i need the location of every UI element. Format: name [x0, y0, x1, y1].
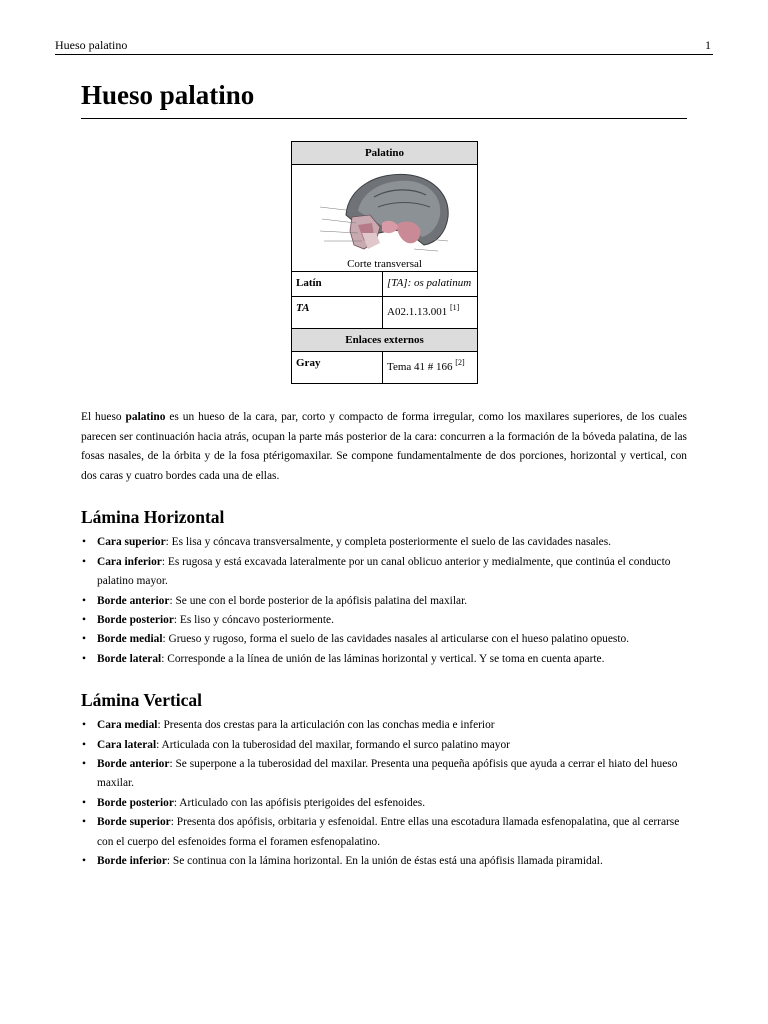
infobox — [291, 141, 478, 384]
running-header — [55, 38, 713, 55]
infobox-row-value — [383, 272, 478, 297]
running-header-title: Hueso palatino — [55, 38, 128, 52]
list-item: • Cara medial: Presenta dos crestas para la articulación con las conchas media e inferior — [81, 716, 687, 735]
ta-label: TA — [296, 302, 310, 314]
infobox-image-caption: Corte transversal — [347, 258, 422, 270]
article-content — [81, 80, 687, 871]
page-number: 1 — [705, 38, 711, 52]
infobox-row — [292, 272, 478, 297]
horizontal-lamina-list — [81, 533, 687, 669]
infobox-image-cell — [292, 165, 478, 272]
ta-code: A02.1.13.001 — [387, 306, 450, 318]
list-item: • Borde anterior: Se une con el borde posterior de la apófisis palatina del maxilar. — [81, 592, 687, 611]
infobox-row-value — [383, 297, 478, 329]
list-item: • Borde lateral: Corresponde a la línea de unión de las láminas horizontal y vertical. Y se toma en cuenta aparte. — [81, 650, 687, 669]
reference-link[interactable]: [2] — [455, 358, 465, 367]
latin-name: [TA]: os palatinum — [387, 277, 472, 289]
list-item: • Borde posterior: Es liso y cóncavo posteriormente. — [81, 611, 687, 630]
section-heading-horizontal: Lámina Horizontal — [81, 507, 225, 528]
intro-paragraph: El hueso palatino es un hueso de la cara, par, corto y compacto de forma irregular, como los maxilares superiores, de los cuales parecen ser continuación hacia atrás, ocupan la parte más posterior de la cara: concurren a la formación de la bóveda palatina, de las fosas nasales, de la órbita y de la fosa ptérigomaxilar. Se compone fundamentalmente de dos porciones, horizontal y vertical, con dos caras y cuatro bordes cada una de ellas. — [81, 411, 687, 482]
list-item: • Borde anterior: Se superpone a la tuberosidad del maxilar. Presenta una pequeña apófisis que ayuda a cerrar el hiato del hueso maxilar. — [81, 755, 687, 794]
infobox-link-value — [383, 352, 478, 384]
infobox-row-label — [292, 297, 383, 329]
reference-link[interactable]: [1] — [449, 303, 460, 312]
list-item: • Cara lateral: Articulada con la tuberosidad del maxilar, formando el surco palatino mayor — [81, 736, 687, 755]
list-item: • Borde superior: Presenta dos apófisis, orbitaria y esfenoidal. Entre ellas una escotadura llamada esfenopalatina, que al cerrarse con el cuerpo del esfenoides forma el foramen esfenopalatino. — [81, 813, 687, 852]
infobox-heading: Palatino — [292, 142, 478, 165]
list-item: • Borde posterior: Articulado con las apófisis pterigoides del esfenoides. — [81, 794, 687, 813]
list-item: • Borde inferior: Se continua con la lámina horizontal. En la unión de éstas está una apófisis llamada piramidal. — [81, 852, 687, 871]
list-item: • Cara superior: Es lisa y cóncava transversalmente, y completa posteriormente el suelo de las cavidades nasales. — [81, 533, 687, 552]
skull-section-illustration — [318, 167, 452, 255]
intro-bold-term: palatino — [125, 411, 166, 423]
infobox-row — [292, 297, 478, 329]
gray-reference[interactable]: Tema 41 # 166 — [387, 361, 456, 373]
list-item: • Borde medial: Grueso y rugoso, forma el suelo de las cavidades nasales al articularse con el hueso palatino opuesto. — [81, 630, 687, 649]
infobox-link-label: Gray — [292, 352, 383, 384]
vertical-lamina-list — [81, 716, 687, 871]
section-heading-vertical: Lámina Vertical — [81, 690, 203, 711]
page-title: Hueso palatino — [81, 80, 687, 119]
list-item: • Cara inferior: Es rugosa y está excavada lateralmente por un canal oblicuo anterior y medialmente, que continúa el conducto palatino mayor. — [81, 553, 687, 592]
infobox-subheading: Enlaces externos — [292, 329, 478, 352]
infobox-row-label: Latín — [292, 272, 383, 297]
infobox-link-row — [292, 352, 478, 384]
